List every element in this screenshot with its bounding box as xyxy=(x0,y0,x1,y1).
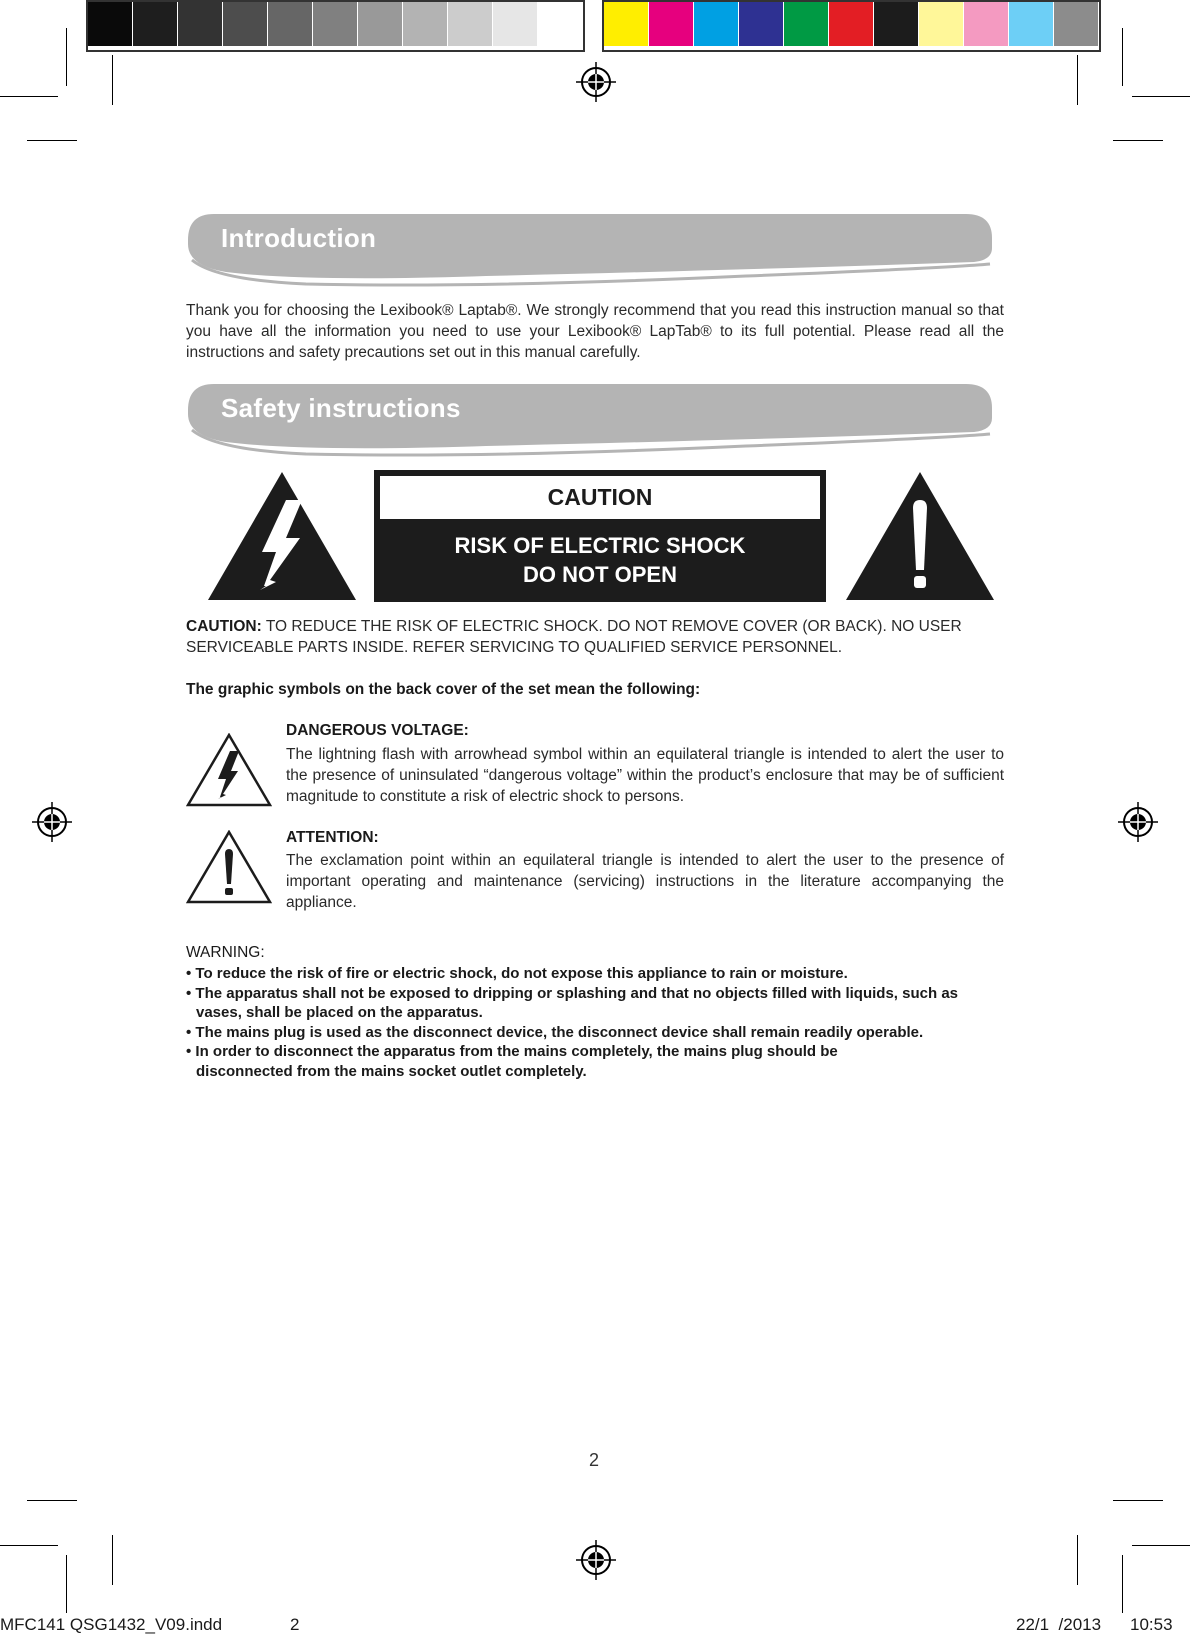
color-swatch xyxy=(223,2,268,46)
dangerous-voltage-title: DANGEROUS VOLTAGE: xyxy=(286,722,469,739)
attention-text: The exclamation point within an equilateral triangle is intended to alert the user to the presence of important operating and maintenance (servicing) instructions in the literature accompanying the appliance. xyxy=(286,852,1004,911)
warning-item: • To reduce the risk of fire or electric shock, do not expose this appliance to rain or moisture. xyxy=(186,965,848,982)
safety-heading: Safety instructions xyxy=(221,393,461,423)
crop-mark xyxy=(27,140,77,141)
safety-header xyxy=(186,382,994,458)
crop-mark xyxy=(1122,28,1123,86)
color-swatch xyxy=(874,2,919,46)
color-swatch xyxy=(919,2,964,46)
color-swatch xyxy=(1009,2,1054,46)
color-swatch xyxy=(88,2,133,46)
dangerous-voltage-text: The lightning flash with arrowhead symbol within an equilateral triangle is intended to alert the user to the presence of uninsulated “dangerous voltage” within the product’s enclosure that may be of sufficient magnitude to constitute a risk of electric shock to persons. xyxy=(286,746,1004,805)
exclamation-warning-icon xyxy=(186,830,272,904)
registration-mark-icon xyxy=(1118,802,1158,842)
gray-color-bar xyxy=(86,0,585,52)
crop-mark xyxy=(1132,96,1190,97)
crop-mark xyxy=(66,28,67,86)
registration-mark-icon xyxy=(576,62,616,102)
color-swatch xyxy=(964,2,1009,46)
caution-statement xyxy=(186,616,1004,658)
color-swatch xyxy=(739,2,784,46)
warning-title: WARNING: xyxy=(186,944,265,961)
slug-date: 22/1 /2013 xyxy=(1016,1615,1102,1634)
exclamation-warning-icon xyxy=(844,470,996,602)
color-swatch xyxy=(604,2,649,46)
crop-mark xyxy=(1077,55,1078,105)
crop-mark xyxy=(112,1535,113,1585)
crop-mark xyxy=(1122,1555,1123,1613)
color-swatch xyxy=(784,2,829,46)
lightning-warning-icon xyxy=(186,733,272,807)
crop-mark xyxy=(1077,1535,1078,1585)
crop-mark xyxy=(1132,1545,1190,1546)
crop-mark xyxy=(66,1555,67,1613)
registration-mark-icon xyxy=(32,802,72,842)
caution-box-line1: RISK OF ELECTRIC SHOCK xyxy=(454,533,746,558)
warning-list xyxy=(186,964,1016,1081)
caution-box-line2: DO NOT OPEN xyxy=(522,562,677,587)
slug-file: MFC141 QSG1432_V09.indd xyxy=(0,1615,223,1634)
caution-text: TO REDUCE THE RISK OF ELECTRIC SHOCK. DO NOT REMOVE COVER (OR BACK). NO USER SERVICEABLE PARTS INSIDE. REFER SERVICING TO QUALIFIED SERVICE PERSONNEL. xyxy=(186,618,962,656)
color-swatch xyxy=(538,2,583,46)
caution-box-title: CAUTION xyxy=(380,476,820,519)
color-swatch xyxy=(694,2,739,46)
caution-box xyxy=(374,470,826,602)
introduction-text: Thank you for choosing the Lexibook® Laptab®. We strongly recommend that you read this instruction manual so that you have all the information you need to use your Lexibook® LapTab® to its full potential. Please read all the instructions and safety precautions set out in this manual carefully. xyxy=(186,302,1004,361)
color-swatch xyxy=(358,2,403,46)
cmyk-color-bar xyxy=(602,0,1101,52)
crop-mark xyxy=(0,1545,58,1546)
color-swatch xyxy=(649,2,694,46)
warning-item: • In order to disconnect the apparatus from the mains completely, the mains plug should be disconnected from the mains socket outlet completely. xyxy=(186,1043,838,1080)
crop-mark xyxy=(1113,1500,1163,1501)
color-swatch xyxy=(313,2,358,46)
color-swatch xyxy=(268,2,313,46)
color-swatch xyxy=(403,2,448,46)
slug-page: 2 xyxy=(290,1615,300,1634)
warning-item: • The mains plug is used as the disconnect device, the disconnect device shall remain readily operable. xyxy=(186,1023,924,1041)
crop-mark xyxy=(27,1500,77,1501)
introduction-heading: Introduction xyxy=(221,223,377,253)
crop-mark xyxy=(1113,140,1163,141)
introduction-header xyxy=(186,212,994,288)
page-number: 2 xyxy=(589,1450,600,1470)
crop-mark xyxy=(0,96,58,97)
registration-mark-icon xyxy=(576,1540,616,1580)
warning-item: • The apparatus shall not be exposed to dripping or splashing and that no objects filled with liquids, such as vases, shall be placed on the apparatus. xyxy=(186,984,959,1021)
crop-mark xyxy=(112,55,113,105)
caution-label: CAUTION: xyxy=(186,618,262,635)
symbols-intro: The graphic symbols on the back cover of the set mean the following: xyxy=(186,681,701,698)
lightning-warning-icon xyxy=(206,470,358,602)
color-swatch xyxy=(448,2,493,46)
color-swatch xyxy=(829,2,874,46)
color-swatch xyxy=(1054,2,1099,46)
color-swatch xyxy=(133,2,178,46)
attention-title: ATTENTION: xyxy=(286,829,379,846)
color-swatch xyxy=(178,2,223,46)
color-swatch xyxy=(493,2,538,46)
slug-time: 10:53 xyxy=(1130,1615,1173,1634)
